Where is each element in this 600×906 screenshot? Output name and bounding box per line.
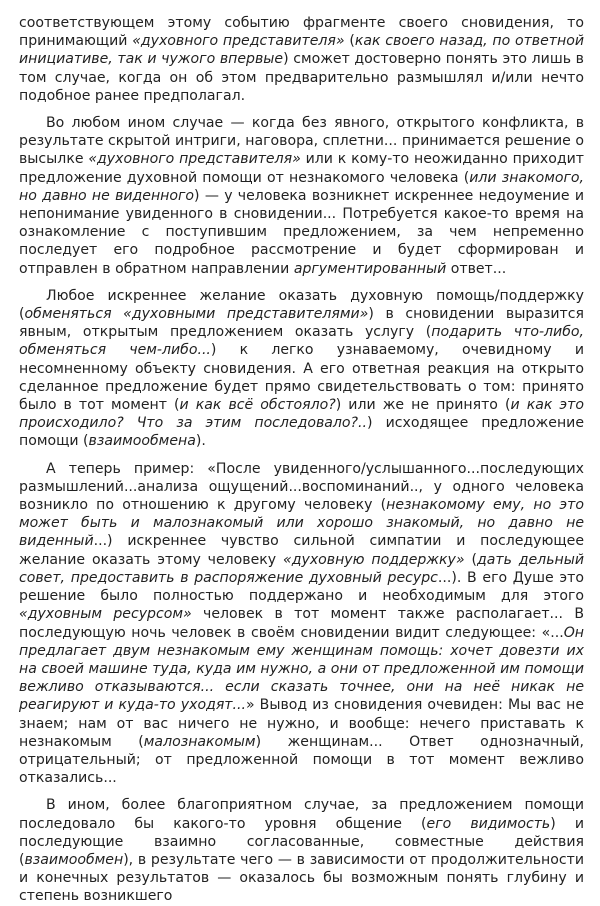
text: В ином, более благоприятном случае, за предложением помощи последовало бы какого-то уровня общение ( [19, 797, 584, 832]
paragraph [19, 460, 584, 788]
italic-text: подарить что-либо, обменяться чем-либо... [19, 324, 584, 359]
text: ). [195, 433, 206, 450]
paragraph [19, 114, 584, 278]
text: ...) искреннее чувство сильной симпатии и последующее желание оказать этому человеку [19, 533, 584, 568]
paragraph [19, 14, 584, 105]
italic-text: «духовного представителя» [132, 33, 345, 50]
italic-text: «духовным ресурсом» [19, 606, 192, 623]
text: » Вывод из сновидения очевиден: Мы вас не знаем; нам от вас ничего не нужно, и вообще: нечего приставать к незнакомым ( [19, 697, 584, 750]
text: ...). В его Душе это решение было полностью поддержано и необходимым для этого [19, 569, 584, 605]
text: ( [464, 551, 477, 568]
text: Во любом ином случае — когда без явного, открытого конфликта, в результате скрытой интриги, наговора, сплетни... принимается решение о высылке [19, 115, 584, 168]
text: ) женщинам... Ответ однозначный, отрицательный; от предложенной помощи в тот момент вежливо отказались... [19, 733, 584, 787]
italic-text: как своего назад, по ответной инициативе, так и чужого впервые [19, 33, 584, 68]
italic-text: взаимообмен [24, 851, 124, 868]
text: или к кому-то неожиданно приходит предложение духовной помощи от незнакомого человека ( [19, 151, 585, 186]
text: Любое искреннее желание оказать духовную помощь/поддержку ( [19, 287, 584, 323]
text: ( [344, 33, 355, 50]
text: ответ... [446, 260, 507, 277]
italic-text: малознакомым [143, 733, 256, 750]
italic-text: обменяться «духовными представителями» [24, 306, 369, 323]
text: соответствующем этому событию фрагменте своего сновидения, то принимающий [19, 15, 584, 50]
italic-text: взаимообмена [88, 433, 196, 450]
paragraph [19, 796, 584, 905]
italic-text: и как это происходило? Что за этим последовало?.. [19, 397, 584, 432]
italic-text: его видимость [426, 815, 551, 832]
text: ), в результате чего — в зависимости от продолжительности и конечных результатов — оказалось бы возможным понять глубину и степень возникшего [19, 851, 584, 905]
italic-text: Он предлагает двум незнакомым ему женщинам помощь: хочет довезти их на своей машине туда, куда им нужно, а они от предложенной им помощи вежливо отказываются... если сказать точнее, они на неё никак не реагируют и куда-то уходят... [19, 624, 584, 714]
text: ) сможет достоверно понять это лишь в том случае, когда он об этом предварительно размышлял и/или нечто подобное ранее предполагал. [19, 51, 584, 104]
italic-text: и как всё обстояло? [179, 397, 336, 414]
italic-text: или знакомого, но давно не виденного [19, 169, 584, 204]
italic-text: дать дельный совет, предоставить в распоряжение духовный ресурс [19, 551, 584, 586]
paragraph [19, 287, 584, 451]
text: ) — у человека возникнет искреннее недоумение и непонимание увиденного в сновидении... Потребуется какое-то время на ознакомление с поступившим предложением, за чем непременно последует его подробное рассмотрение и будет сформирован и отправлен в обратном направлении [19, 187, 584, 277]
italic-text: «духовного представителя» [88, 151, 301, 168]
text: ) и последующие взаимно согласованные, совместные действия ( [19, 815, 585, 868]
text: ) исходящее предложение помощи ( [19, 415, 584, 450]
text: ) в сновидении выразится явным, открытым предложением оказать услугу ( [19, 306, 584, 341]
italic-text: незнакомому ему, но это может быть и малознакомый или хорошо знакомый, но давно не виденный [19, 497, 584, 550]
italic-text: «духовную поддержку» [283, 551, 465, 568]
text: А теперь пример: «После увиденного/услышанного...последующих размышлений...анализа ощущений...воспоминаний.., у одного человека возникло по отношению к другому человеку ( [19, 460, 584, 514]
text: человек в тот момент также располагает... В последующую ночь человек в своём сновидении видит следующее: «... [19, 606, 584, 641]
italic-text: аргументированный [293, 260, 447, 277]
text: ) или же не принято ( [335, 397, 511, 414]
text: ) к легко узнаваемому, очевидному и несомненному объекту сновидения. А его ответная реакция на открыто сделанное предложение будет прямо свидетельствовать о том: принято было в тот момент ( [19, 342, 584, 414]
